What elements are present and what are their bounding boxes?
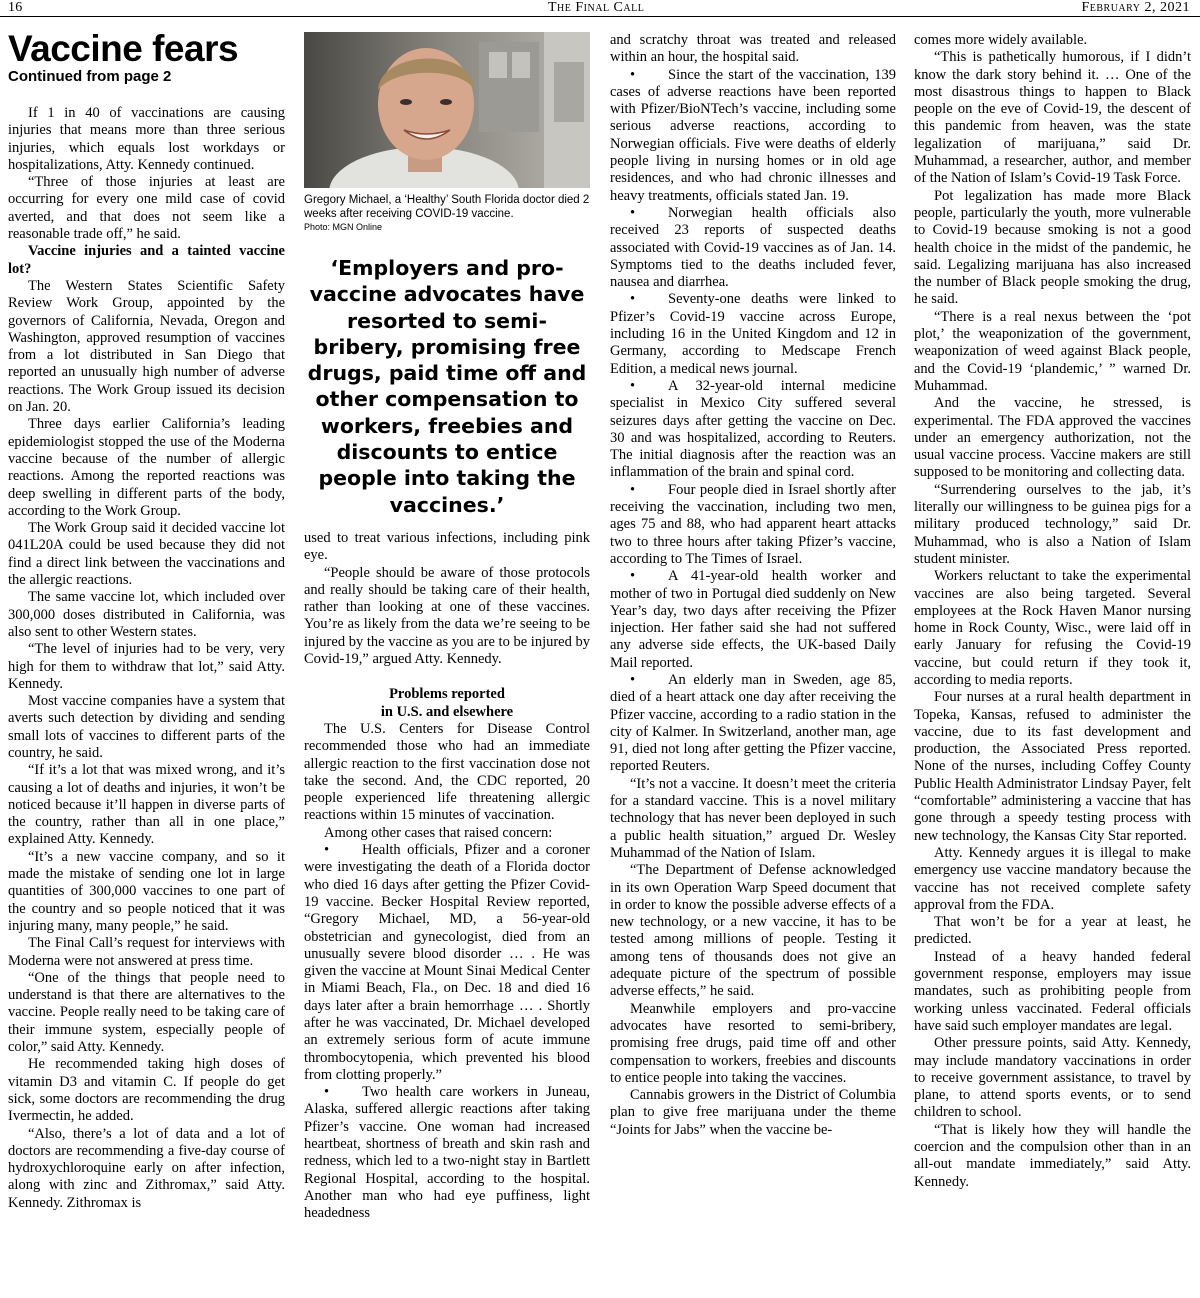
body-paragraph: Most vaccine companies have a system that averts such detection by dividing and sending small lots of vaccines to different parts of the country, he said. [8, 693, 285, 761]
bullet-text: A 41-year-old health worker and mother of two in Portugal died suddenly on New Year’s day, two days after receiving the Pfizer injection. Her father said she had not suffered any adverse side effects, the UK-based Daily Mail reported. [610, 568, 896, 671]
bullet-icon: • [630, 204, 636, 221]
bullet-icon: • [630, 671, 636, 688]
body-paragraph: The Western States Scientific Safety Review Work Group, appointed by the governors of California, Nevada, Oregon and Washington, approved resumption of vaccines from a lot distributed in San Diego that reported an unusually high number of adverse reactions. The Work Group issued its decision on Jan. 20. [8, 277, 285, 416]
body-paragraph: The Work Group said it decided vaccine lot 041L20A could be used because they did not find a direct link between the vaccinations and the allergic reactions. [8, 520, 285, 589]
body-paragraph: The Final Call’s request for interviews with Moderna were not answered at press time. [8, 935, 285, 969]
body-paragraph: The same vaccine lot, which included over 300,000 doses distributed in California, was also sent to other Western states. [8, 589, 285, 640]
masthead [0, 0, 1200, 17]
body-paragraph: “The level of injuries had to be very, very high for them to withdraw that lot,” said Atty. Kennedy. [8, 641, 285, 692]
inline-subhead: Vaccine injuries and a tainted vaccine lot? [8, 243, 285, 277]
issue-date: February 2, 2021 [1081, 0, 1190, 15]
doctor-photo [304, 32, 590, 188]
body-paragraph: “There is a real nexus between the ‘pot plot,’ the weaponization of the government, weaponization of weed against Black people, and the Covid-19 ‘plandemic,’ ” warned Dr. Muhammad. [914, 308, 1191, 394]
body-paragraph: “The Department of Defense acknowledged in its own Operation Warp Speed document that in order to know the possible adverse effects of a new technology, or a new vaccine, it has to be tested among millions of people. Testing it among tens of thousands does not give an adequate picture of the spectrum of possible adverse effects,” he said. [610, 862, 896, 1000]
body-paragraph: “People should be aware of those protocols and really should be taking care of their health, rather than looking at one of these vaccines. You’re as likely from the data we’re seeing to be injured by the vaccine as you are to be injured by Covid-19,” argued Atty. Kennedy. [304, 564, 590, 668]
page-number: 16 [8, 0, 23, 15]
body-paragraph: “If it’s a lot that was mixed wrong, and it’s causing a lot of deaths and injuries, it won’t be noticed because it’ll happen in diverse parts of the country, rather than all in one place,” explained Atty. Kennedy. [8, 762, 285, 848]
bullet-icon: • [630, 568, 636, 585]
portrait-image [304, 32, 590, 188]
bullet-text: Two health care workers in Juneau, Alaska, suffered allergic reactions after taking Pfizer’s vaccine. One woman had increased heartbeat, shortness of breath and skin rash and redness, which led to a two-night stay in Bartlett Regional Hospital, according to the hospital. Another man who had eye puffiness, light headedness [304, 1084, 590, 1222]
body-paragraph: Workers reluctant to take the experimental vaccines are also being targeted. Several employees at the Rock Haven Manor nursing home in Rock County, Wisc., were laid off in early January for refusing the Covid-19 vaccine, but could return if they took it, according to media reports. [914, 568, 1191, 688]
bullet-text: Since the start of the vaccination, 139 cases of adverse reactions have been reported with Pfizer/BioNTech’s vaccine, including some serious adverse reactions, according to Norwegian officials. Five were deaths of elderly people living in nursing homes or in old age residences, and who had chronic illnesses and heavy treatments, officials stated Jan. 19. [610, 66, 896, 204]
bullet-paragraph [610, 205, 896, 291]
body-paragraph: Three days earlier California’s leading epidemiologist stopped the use of the Moderna vaccine because of the number of allergic reactions. Among the reported reactions was deep swelling in different parts of the body, according to the Work Group. [8, 416, 285, 519]
bullet-text: Seventy-one deaths were linked to Pfizer’s Covid-19 vaccine across Europe, including 16 in the United Kingdom and 12 in Germany, according to Medscape French Edition, a medical news journal. [610, 291, 896, 377]
bullet-icon: • [324, 842, 330, 859]
article-column-3 [610, 32, 896, 1139]
continued-paragraph: and scratchy throat was treated and released within an hour, the hospital said. [610, 32, 896, 66]
bullet-paragraph [610, 482, 896, 568]
bullet-text: Norwegian health officials also received 23 reports of suspected deaths associated with Covid-19 vaccines as of Jan. 14. Symptoms tied to the deaths included fever, nausea and diarrhea. [610, 204, 896, 291]
body-paragraph: “It’s not a vaccine. It doesn’t meet the criteria for a standard vaccine. This is a novel military technology that has never been deployed in such a public health situation,” argued Dr. Wesley Muhammad of the Nation of Islam. [610, 775, 896, 861]
pull-quote: ‘Employers and pro-vaccine advocates have resorted to semi-bribery, promising free drugs, paid time off and other compensation to workers, freebies and discounts to entice people into taking the vaccines.’ [307, 256, 587, 517]
body-paragraph: Other pressure points, said Atty. Kennedy, may include mandatory vaccinations in order to receive government assistance, to travel by plane, to attend sports events, or to send children to school. [914, 1035, 1191, 1121]
bullet-icon: • [630, 481, 636, 498]
column-1-body [8, 105, 285, 1212]
section-subhead-line-2: in U.S. and elsewhere [380, 703, 514, 720]
article-headline: Vaccine fears [8, 28, 239, 69]
bullet-paragraph [610, 672, 896, 776]
section-subhead-line-1: Problems reported [389, 686, 505, 703]
body-paragraph: “It’s a new vaccine company, and so it made the mistake of sending one lot in large quantities of 300,000 vaccines to one part of the country and so people noticed that it was injuring many, many people,” he said. [8, 848, 285, 934]
body-paragraph: “Surrendering ourselves to the jab, it’s literally our willingness to be guinea pigs for a military produced technology,” said Dr. Muhammad, who is also a Nation of Islam student minister. [914, 481, 1191, 567]
body-paragraph: He recommended taking high doses of vitamin D3 and vitamin C. If people do get sick, some doctors are recommending the drug Ivermectin, he added. [8, 1056, 285, 1125]
article-column-2 [304, 32, 590, 1223]
bullet-paragraph [610, 568, 896, 672]
photo-caption: Gregory Michael, a ‘Healthy’ South Florida doctor died 2 weeks after receiving COVID-19 vaccine. [304, 194, 590, 220]
bullet-text: Health officials, Pfizer and a coroner were investigating the death of a Florida doctor who died 16 days after getting the Pfizer Covid-19 vaccine. Becker Hospital Review reported, “Gregory Michael, MD, a 56-year-old obstetrician and gynecologist, died from an unusually severe blood disorder … . He was given the vaccine at Mount Sinai Medical Center in Miami Beach, Fla., on Dec. 18 and died 16 days later after a brain hemorrhage … . Shortly after he was vaccinated, Dr. Michael developed an extremely serious form of acute immune thrombocytopenia, which prevented his blood from clotting properly.” [304, 842, 590, 1083]
bullet-icon: • [324, 1084, 330, 1101]
body-paragraph: That won’t be for a year at least, he predicted. [914, 914, 1191, 948]
body-paragraph: Pot legalization has made more Black people, particularly the youth, more vulnerable to Covid-19 because smoking is not a good health choice in the midst of the pandemic, he said. Legalizing marijuana has also increased the number of Black people smoking the drug, he said. [914, 187, 1191, 308]
photo-credit: Photo: MGN Online [304, 222, 383, 232]
continued-paragraph: used to treat various infections, including pink eye. [304, 529, 590, 564]
section-subhead [304, 686, 590, 721]
article-column-1 [8, 30, 285, 1212]
bullet-text: Four people died in Israel shortly after receiving the vaccination, including two men, ages 75 and 88, who had apparent heart attacks two to three hours after taking Pfizer’s vaccine, according to The Times of Israel. [610, 481, 896, 567]
bullet-icon: • [630, 377, 636, 394]
article-column-4 [914, 32, 1191, 1191]
bullet-paragraph [304, 842, 590, 1084]
bullet-text: An elderly man in Sweden, age 85, died of a heart attack one day after receiving the Pfizer vaccine, according to a radio station in the city of Kalmer. In Switzerland, another man, age 91, died not long after getting the Pfizer vaccine, reported Reuters. [610, 671, 896, 775]
body-paragraph: “One of the things that people need to understand is that there are alternatives to the vaccine. People really need to be taking care of their immune system, especially people of color,” said Atty. Kennedy. [8, 969, 285, 1056]
body-paragraph: Cannabis growers in the District of Columbia plan to give free marijuana under the theme “Joints for Jabs” when the vaccine be- [610, 1087, 896, 1138]
body-paragraph: Meanwhile employers and pro-vaccine advocates have resorted to semi-bribery, promising free drugs, paid time off and other compensation to workers, freebies and discounts to entice people into taking the vaccines. [610, 1000, 896, 1086]
body-paragraph: “Also, there’s a lot of data and a lot of doctors are recommending a five-day course of hydroxychloroquine early on after infection, along with zinc and Zithromax,” said Atty. Kennedy. Zithromax is [8, 1125, 285, 1211]
bullet-icon: • [630, 291, 636, 308]
bullet-paragraph [304, 1084, 590, 1222]
body-paragraph: Atty. Kennedy argues it is illegal to make emergency use vaccine mandatory because the vaccine has not received complete safety approval from the FDA. [914, 844, 1191, 913]
body-paragraph: Among other cases that raised concern: [324, 824, 553, 841]
column-2-body-bottom [304, 721, 590, 1223]
bullet-icon: • [630, 66, 636, 83]
body-paragraph: Four nurses at a rural health department in Topeka, Kansas, refused to administer the vaccine, due to its fast development and production, the Associated Press reported. None of the nurses, including Coffey County Public Health Administrator Lindsay Payer, felt “comfortable” administering a vaccine that has gone through a speedy testing process with new technology, the Kansas City Star reported. [914, 689, 1191, 844]
jump-line: Continued from page 2 [8, 68, 172, 85]
column-4-body [914, 32, 1191, 1191]
bullet-paragraph [610, 378, 896, 482]
column-3-body [610, 32, 896, 1139]
body-paragraph: “Three of those injuries at least are occurring for every one mild case of covid averted, and that does not seem like a reasonable trade off,” he said. [8, 174, 285, 243]
paper-name: The Final Call [548, 0, 645, 15]
body-paragraph: The U.S. Centers for Disease Control recommended those who had an immediate allergic reaction to the first vaccination dose not take the second. And, the CDC reported, 20 people experienced life threatening allergic reactions within 15 minutes of vaccination. [304, 720, 590, 824]
continued-paragraph: comes more widely available. [914, 32, 1088, 48]
bullet-text: A 32-year-old internal medicine specialist in Mexico City suffered several seizures days after getting the vaccine on Dec. 30 and was hospitalized, according to Reuters. The initial diagnosis after the reaction was an inflammation of the brain and spinal cord. [610, 377, 896, 481]
body-paragraph: “This is pathetically humorous, if I didn’t know the dark story behind it. … One of the most disastrous things to happen to Black people on the eve of Covid-19, the descent of this pandemic from heaven, was the state legalization of marijuana,” said Dr. Muhammad, a researcher, author, and member of the Nation of Islam’s Covid-19 Task Force. [914, 49, 1191, 187]
body-paragraph: Instead of a heavy handed federal government response, employers may issue mandates, such as prohibiting people from working unless vaccinated. Federal officials have said such employer mandates are legal. [914, 948, 1191, 1034]
bullet-paragraph [610, 291, 896, 377]
body-paragraph: And the vaccine, he stressed, is experimental. The FDA approved the vaccines under an emergency authorization, not the usual vaccine process. Vaccine makers are still supposed to be monitoring and collecting data. [914, 395, 1191, 481]
column-2-body-top [304, 530, 590, 668]
body-paragraph: “That is likely how they will handle the coercion and the compulsion other than in an all-out mandate immediately,” said Atty. Kennedy. [914, 1121, 1191, 1190]
bullet-paragraph [610, 67, 896, 205]
body-paragraph: If 1 in 40 of vaccinations are causing injuries that means more than three serious injuries, which equals lost workdays or hospitalizations, Atty. Kennedy continued. [8, 105, 285, 173]
